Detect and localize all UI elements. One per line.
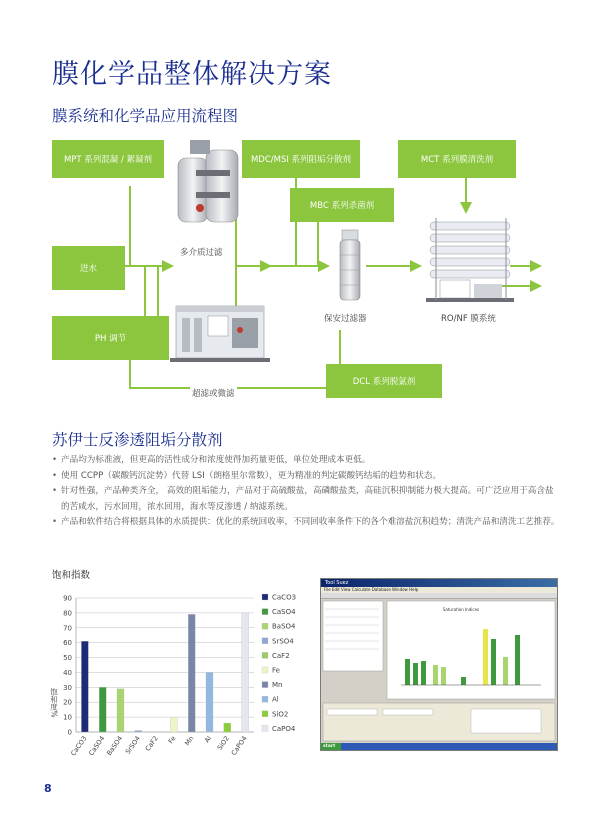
mpt-coagulant-box: MPT 系列混凝 / 絮凝剂 [52,140,164,178]
chart-title: 饱和指数 [52,570,91,581]
page-number: 8 [44,782,52,795]
mbc-biocide-box: MBC 系列杀菌剂 [290,188,394,222]
ro-nf-equipment [426,218,514,302]
software-start-button: start [321,743,341,750]
chart-x-tick-label: CaF2 [143,734,160,753]
chart-legend-swatch [262,609,268,615]
chart-y-tick-label: 0 [67,728,72,737]
flow-line-main-1 [236,214,270,266]
chart-legend-label: CaCO3 [272,593,297,602]
feature-list [52,453,562,531]
chart-legend-label: SrSO4 [272,637,294,646]
chart-bar [117,689,124,732]
ro-nf-label: RO/NF 膜系统 [441,314,496,324]
chart-legend-swatch [262,638,268,644]
software-taskbar [321,743,557,750]
software-panel-title: Saturation Indices [442,607,480,612]
dcl-dechlorination-box: DCL 系列脱氯剂 [326,364,442,398]
chart-legend-swatch [262,696,268,702]
uf-equipment [170,306,270,362]
software-window-title: Tool Suez [321,579,557,587]
chart-legend-label: Fe [272,666,280,675]
chart-y-tick-label: 90 [63,594,72,603]
chart-bar [224,723,231,732]
flowchart-section-title: 膜系统和化学品应用流程图 [52,107,239,125]
chart-legend-swatch [262,725,268,731]
chart-legend-swatch [262,667,268,673]
mdc-antiscalant-box: MDC/MSI 系列阻垢分散剂 [242,140,360,178]
chart-y-tick-label: 50 [63,654,72,663]
chart-legend-swatch [262,652,268,658]
chart-x-tick-label: CaSO4 [87,734,107,758]
saturation-chart [40,580,310,770]
uf-mf-label: 超滤或微滤 [192,389,235,399]
chart-x-tick-label: BaSO4 [105,734,125,758]
chart-legend-swatch [262,711,268,717]
security-filter-label: 保安过滤器 [324,314,367,324]
chart-legend-label: BaSO4 [272,622,296,631]
software-menu: File Edit View Calculate Database Window Help [321,587,557,593]
page-title: 膜化学品整体解决方案 [52,59,332,90]
chart-y-tick-label: 80 [63,609,72,618]
chart-legend-label: CaF2 [272,651,290,660]
chart-y-tick-label: 10 [63,713,72,722]
software-screenshot [320,578,558,751]
chart-bar [188,614,195,732]
chart-x-tick-label: Mn [183,734,196,748]
chart-legend-swatch [262,682,268,688]
chart-legend-label: CaSO4 [272,608,296,617]
chart-x-tick-label: Fe [166,734,178,746]
chart-y-tick-label: 40 [63,668,72,677]
ph-adjust-box: PH 调节 [52,316,169,360]
chart-bar [170,717,177,732]
chart-y-tick-label: 70 [63,624,72,633]
chart-legend-swatch [262,623,268,629]
chart-y-tick-label: 20 [63,698,72,707]
chart-bar [99,687,106,732]
chart-bar [206,672,213,732]
media-filter-equipment [178,140,238,222]
chart-bar [135,731,142,732]
chart-x-tick-label: CaCO3 [69,734,89,758]
chart-x-tick-label: CaPO4 [229,734,249,757]
chart-legend-swatch [262,594,268,600]
antiscalant-section-title: 苏伊士反渗透阻垢分散剂 [52,431,223,449]
feature-item: • 产品均为标准液，但更高的活性成分和浓度使得加药量更低，单位处理成本更低。 [52,453,562,469]
feature-item: • 产品和软件结合将根据具体的水质提供：优化的系统回收率，不同回收率条件下的各个难溶盐沉积趋势；清洗产品和清洗工艺推荐。 [52,515,562,531]
chart-legend-label: Mn [272,681,283,690]
chart-y-tick-label: 60 [63,639,72,648]
chart-x-tick-label: SrSO4 [123,734,142,756]
chart-bar [81,641,88,732]
software-body [321,599,558,745]
chart-y-tick-label: 30 [63,683,72,692]
chart-legend-label: SiO2 [272,710,289,719]
chart-x-tick-label: SiO2 [215,734,231,752]
chart-bar [242,613,249,732]
media-filter-label: 多介质过滤 [180,248,223,258]
chart-legend-label: CaPO4 [272,724,296,733]
feature-item: • 针对性强，产品种类齐全， 高效的阻垢能力，产品对于高硫酸盐，高磷酸盐类，高硅沉积抑制能力极大提高。可广泛应用于高含盐的苦咸水，污水回用，浓水回用，海水等反渗透 / 纳滤系统。 [52,484,562,515]
mct-cleaner-box: MCT 系列膜清洗剂 [398,140,516,178]
chart-x-tick-label: Al [202,734,214,745]
security-filter-equipment [340,230,360,300]
feature-item: • 使用 CCPP（碳酸钙沉淀势）代替 LSI（朗格里尔常数），更为精准的判定碳酸钙结垢的趋势和状态。 [52,469,562,485]
chart-y-axis-label: 饱和度% [49,688,59,718]
chart-legend-label: Al [272,695,279,704]
inlet-water-box: 进水 [52,246,125,290]
